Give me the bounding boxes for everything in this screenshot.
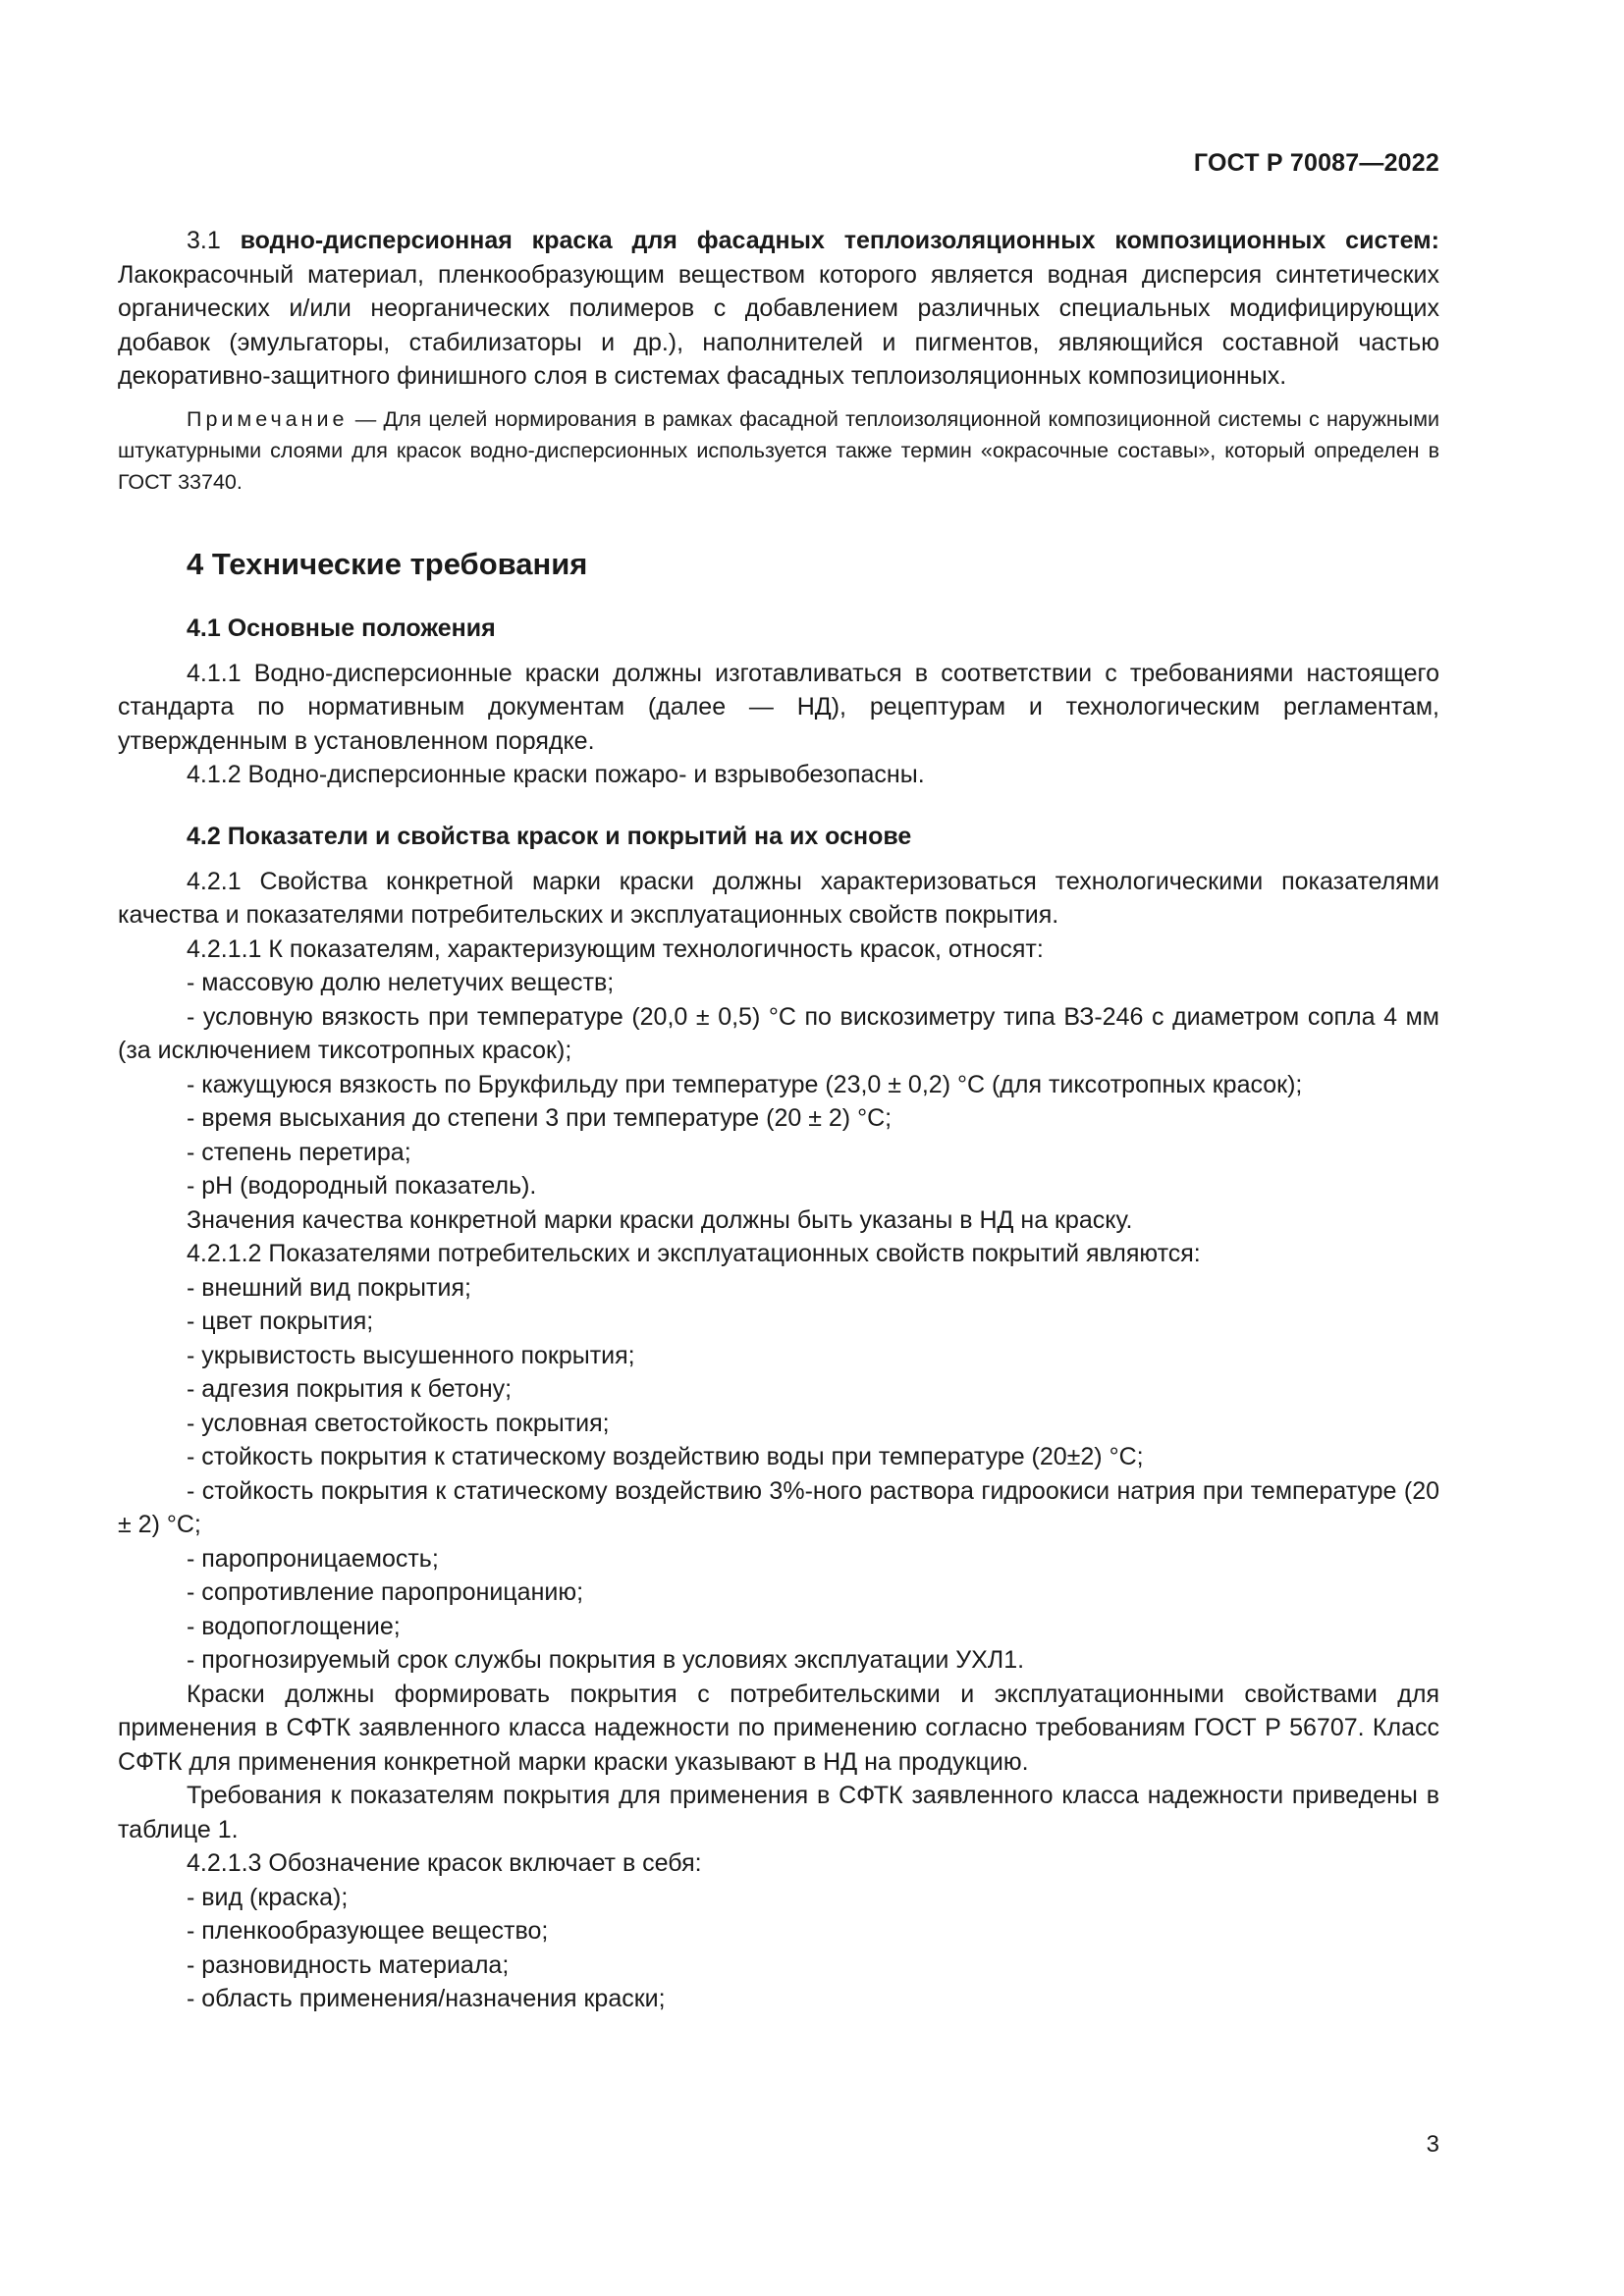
list-item: - сопротивление паропроницанию;	[187, 1578, 584, 1606]
paragraph-4-2-1-1: 4.2.1.1 К показателям, характеризующим технологичность красок, относят:	[187, 934, 1044, 963]
note-label: Примечание	[187, 406, 349, 431]
table-reference-paragraph: Требования к показателям покрытия для применения в СФТК заявленного класса надежности приведены в таблице 1.	[118, 1782, 1439, 1843]
definition-term: водно-дисперсионная краска для фасадных теплоизоляционных композиционных систем:	[240, 227, 1439, 254]
list-item: - адгезия покрытия к бетону;	[187, 1375, 513, 1403]
list-item: - область применения/назначения краски;	[187, 1985, 666, 2012]
list-item: - паропроницаемость;	[187, 1544, 439, 1573]
subsection-4-1-title: 4.1 Основные положения	[187, 614, 496, 642]
document-code-header: ГОСТ Р 70087—2022	[1193, 149, 1439, 177]
list-item: - кажущуюся вязкость по Брукфильду при температуре (23,0 ± 0,2) °С (для тиксотропных красок);	[187, 1070, 1303, 1098]
list-item: - прогнозируемый срок службы покрытия в условиях эксплуатации УХЛ1.	[187, 1646, 1025, 1674]
list-item: - внешний вид покрытия;	[187, 1273, 471, 1302]
definition-text: Лакокрасочный материал, пленкообразующим веществом которого является водная дисперсия синтетических органических и/или неорганических полимеров с добавлением различных специальных модифицирующих добавок (эмульгаторы, стабилизаторы и др.), наполнителей и пигментов, являющийся составной частью декоративно-защитного финишного слоя в системах фасадных теплоизоляционных композиционных.	[118, 260, 1439, 390]
subsection-4-2-title: 4.2 Показатели и свойства красок и покрытий на их основе	[187, 822, 912, 850]
note-paragraph	[118, 403, 1439, 498]
list-item: - условную вязкость при температуре (20,0 ± 0,5) °С по вискозиметру типа ВЗ-246 с диаметром сопла 4 мм (за исключением тиксотропных красок);	[118, 1002, 1439, 1064]
note-text: — Для целей нормирования в рамках фасадной теплоизоляционной композиционной системы с наружными штукатурными слоями для красок водно-дисперсионных используется также термин «окрасочные составы», который определен в ГОСТ 33740.	[118, 406, 1439, 494]
values-note-paragraph: Значения качества конкретной марки краски должны быть указаны в НД на краску.	[187, 1205, 1133, 1234]
list-item: - условная светостойкость покрытия;	[187, 1409, 610, 1437]
paragraph-4-2-1-2: 4.2.1.2 Показателями потребительских и эксплуатационных свойств покрытий являются:	[187, 1240, 1201, 1267]
list-item: - разновидность материала;	[187, 1950, 510, 1979]
paragraph-4-1-1: 4.1.1 Водно-дисперсионные краски должны изготавливаться в соответствии с требованиями настоящего стандарта по нормативным документам (далее — НД), рецептурам и технологическим регламентам, утвержденным в установленном порядке.	[118, 659, 1439, 755]
sftk-class-paragraph: Краски должны формировать покрытия с потребительскими и эксплуатационными свойствами для применения в СФТК заявленного класса надежности по применению согласно требованиям ГОСТ Р 56707. Класс СФТК для применения конкретной марки краски указывают в НД на продукцию.	[118, 1680, 1439, 1776]
list-item: - укрывистость высушенного покрытия;	[187, 1341, 635, 1369]
section-4-title: 4 Технические требования	[187, 546, 588, 581]
document-page	[118, 0, 1439, 2296]
list-item: - водопоглощение;	[187, 1612, 401, 1640]
list-item: - время высыхания до степени 3 при температуре (20 ± 2) °С;	[187, 1104, 893, 1132]
paragraph-4-2-1: 4.2.1 Свойства конкретной марки краски должны характеризоваться технологическими показателями качества и показателями потребительских и эксплуатационных свойств покрытия.	[118, 867, 1439, 929]
list-item: - рН (водородный показатель).	[187, 1172, 537, 1200]
list-item: - вид (краска);	[187, 1883, 349, 1911]
document-body	[118, 224, 1439, 2016]
list-item: - массовую долю нелетучих веществ;	[187, 969, 615, 996]
list-item: - степень перетира;	[187, 1138, 411, 1166]
list-item: - пленкообразующее вещество;	[187, 1917, 549, 1945]
paragraph-4-2-1-3: 4.2.1.3 Обозначение красок включает в себя:	[187, 1849, 702, 1877]
page-number: 3	[1426, 2131, 1439, 2158]
definition-number: 3.1	[187, 227, 221, 254]
definition-paragraph	[118, 224, 1439, 394]
list-item: - стойкость покрытия к статическому воздействию воды при температуре (20±2) °С;	[187, 1443, 1144, 1470]
paragraph-4-1-2: 4.1.2 Водно-дисперсионные краски пожаро- и взрывобезопасны.	[187, 761, 925, 788]
list-item: - цвет покрытия;	[187, 1308, 374, 1335]
list-item: - стойкость покрытия к статическому воздействию 3%-ного раствора гидроокиси натрия при температуре (20 ± 2) °С;	[118, 1476, 1439, 1538]
